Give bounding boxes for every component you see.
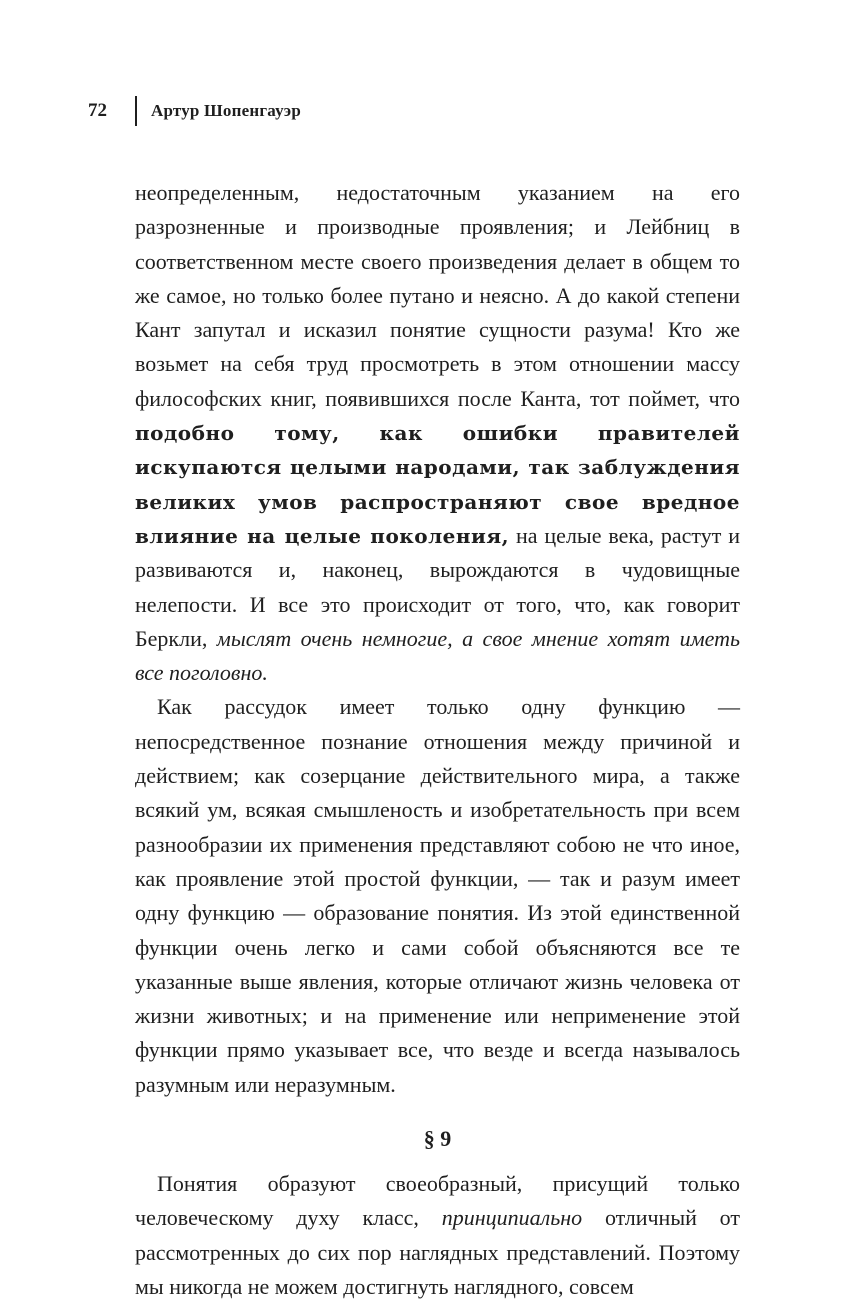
header-divider	[135, 96, 137, 126]
paragraph-3	[135, 1167, 740, 1304]
paragraph-3-text-a: Понятия образуют своеобразный, присущий только человеческому духу класс,	[135, 1171, 740, 1231]
paragraph-3-italic: принципиально	[441, 1205, 583, 1231]
paragraph-3-text-b: отличный от рассмотренных до сих пор наглядных представлений. Поэтому мы никогда не можем достигнуть наглядного, совсем	[135, 1205, 740, 1299]
paragraph-1-italic-quote: мыслят очень немногие, а свое мнение хотят иметь все поголовно.	[135, 625, 740, 686]
paragraph-1-text-a: неопределенным, недостаточным указанием на его разрозненные и производные проявления; и Лейбниц в соответственном месте своего произведения делает в общем то же самое, но только более путано и неясно. А до какой степени Кант запутал и исказил понятие сущности разума! Кто же возьмет на себя труд просмотреть в этом отношении массу философских книг, появившихся после Канта, тот поймет, что	[135, 180, 740, 411]
paragraph-1	[135, 176, 740, 690]
running-head	[88, 96, 301, 126]
section-heading: § 9	[423, 1126, 452, 1152]
page-number: 72	[88, 100, 107, 121]
paragraph-1-bold-quote: подобно тому, как ошибки правителей искупаются целыми народами, так заблуждения великих умов распространяют свое вредное влияние на целые поколения,	[135, 421, 740, 548]
running-head-author: Артур Шопенгауэр	[151, 101, 301, 120]
paragraph-1-text-b: на целые века, растут и развиваются и, наконец, вырождаются в чудовищные нелепости. И все это происходит от того, что, как говорит Беркли,	[135, 522, 740, 651]
paragraph-2: Как рассудок имеет только одну функцию — непосредственное познание отношения между причиной и действием; как созерцание действительного мира, а также всякий ум, всякая смышленость и изобретательность при всем разнообразии их применения представляют собою не что иное, как проявление этой простой функции, — так и разум имеет одну функцию — образование понятия. Из этой единственной функции очень легко и сами собой объясняются все те указанные выше явления, которые отличают жизнь человека от жизни животных; и на применение или неприменение этой функции прямо указывает все, что везде и всегда называлось разумным или неразумным.	[135, 694, 740, 1097]
page-body	[135, 176, 740, 1304]
